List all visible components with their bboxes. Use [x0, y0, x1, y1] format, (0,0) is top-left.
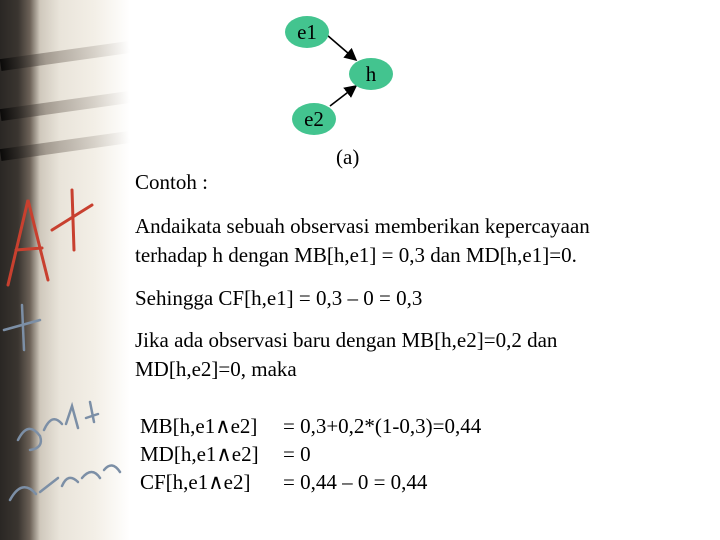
formula-row-cf: [140, 468, 481, 496]
node-e1-label: e1: [297, 19, 317, 44]
formula-block: [140, 412, 481, 496]
example-heading: Contoh :: [135, 170, 208, 194]
paragraph-1-line-1: Andaikata sebuah observasi memberikan kepercayaan: [135, 214, 590, 238]
node-e2: [292, 103, 336, 135]
diagram-caption: (a): [336, 145, 360, 169]
paragraph-1-line-2: terhadap h dengan MB[h,e1] = 0,3 dan MD[h,e1]=0.: [135, 243, 577, 267]
formula-row-mb: [140, 412, 481, 440]
formula-lhs: MD[h,e1∧e2]: [140, 442, 259, 466]
node-h: [349, 58, 393, 90]
arrow-e1-to-h: [327, 35, 356, 60]
paragraph-3-line-1: Jika ada observasi baru dengan MB[h,e2]=0,2 dan: [135, 328, 558, 352]
arrow-e2-to-h: [330, 86, 356, 106]
formula-rhs: = 0,44 – 0 = 0,44: [283, 470, 428, 494]
formula-row-md: [140, 440, 481, 468]
node-e1: [285, 16, 329, 48]
formula-lhs: CF[h,e1∧e2]: [140, 470, 251, 494]
formula-rhs: = 0: [283, 442, 311, 466]
node-e2-label: e2: [304, 106, 324, 131]
formula-rhs: = 0,3+0,2*(1-0,3)=0,44: [283, 414, 482, 438]
node-h-label: h: [365, 61, 377, 86]
paragraph-2: Sehingga CF[h,e1] = 0,3 – 0 = 0,3: [135, 286, 423, 310]
formula-lhs: MB[h,e1∧e2]: [140, 414, 258, 438]
paragraph-3-line-2: MD[h,e2]=0, maka: [135, 357, 297, 381]
